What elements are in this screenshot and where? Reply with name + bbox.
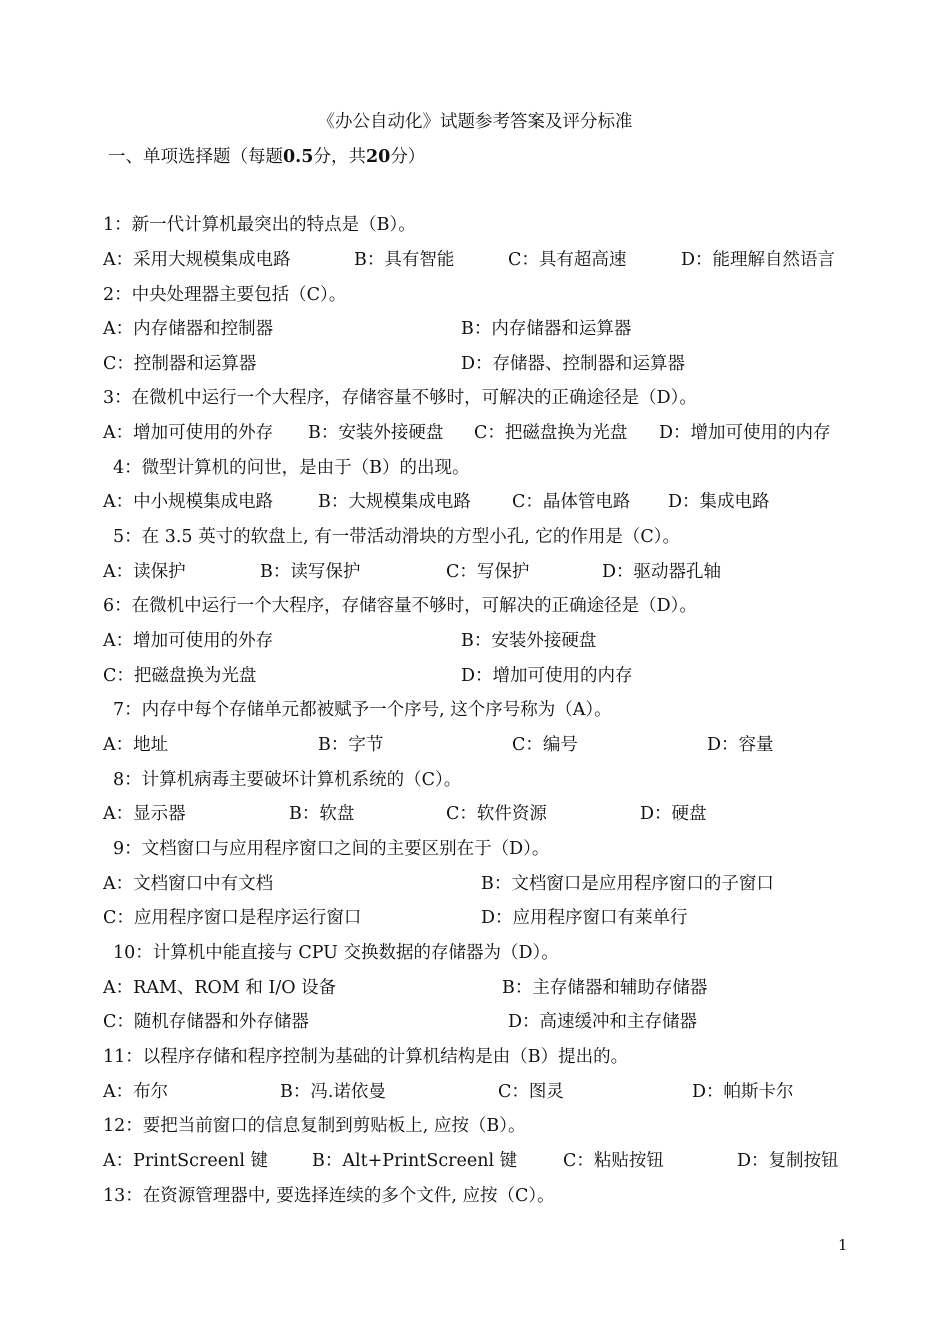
q9-option-d: D：应用程序窗口有莱单行: [481, 908, 688, 928]
question-13: 13：在资源管理器中, 要选择连续的多个文件, 应按（C）。: [103, 1186, 555, 1206]
q10-option-c: C：随机存储器和外存储器: [103, 1012, 309, 1032]
q3-option-c: C：把磁盘换为光盘: [474, 423, 628, 443]
document-title: 《办公自动化》试题参考答案及评分标准: [317, 112, 633, 132]
q5-option-a: A：读保护: [103, 562, 186, 582]
q1-option-b: B：具有智能: [354, 250, 455, 270]
question-6: 6：在微机中运行一个大程序，存储容量不够时，可解决的正确途径是（D）。: [103, 596, 697, 616]
question-12: 12：要把当前窗口的信息复制到剪贴板上, 应按（B）。: [103, 1116, 526, 1136]
question-5: 5：在 3.5 英寸的软盘上, 有一带活动滑块的方型小孔, 它的作用是（C）。: [113, 527, 680, 547]
section-heading: [108, 145, 425, 169]
q4-option-b: B：大规模集成电路: [318, 492, 471, 512]
q11-option-d: D：帕斯卡尔: [692, 1082, 794, 1102]
question-11: 11：以程序存储和程序控制为基础的计算机结构是由（B）提出的。: [103, 1047, 629, 1067]
section-per-score: 0.5: [283, 147, 314, 167]
q1-option-c: C：具有超高速: [508, 250, 627, 270]
q8-option-c: C：软件资源: [446, 804, 547, 824]
q7-option-a: A：地址: [103, 735, 169, 755]
section-mid: 分，共: [313, 147, 366, 167]
question-8: 8：计算机病毒主要破坏计算机系统的（C）。: [113, 770, 462, 790]
q10-option-a: A：RAM、ROM 和 I/O 设备: [103, 978, 337, 998]
q9-option-c: C：应用程序窗口是程序运行窗口: [103, 908, 362, 928]
q6-option-d: D：增加可使用的内存: [461, 666, 633, 686]
page-number: 1: [838, 1236, 848, 1254]
q2-option-c: C：控制器和运算器: [103, 354, 257, 374]
q4-option-c: C：晶体管电路: [512, 492, 631, 512]
q1-option-a: A：采用大规模集成电路: [103, 250, 291, 270]
q2-option-b: B：内存储器和运算器: [461, 319, 632, 339]
q10-option-d: D：高速缓冲和主存储器: [508, 1012, 698, 1032]
q4-option-a: A：中小规模集成电路: [103, 492, 274, 512]
section-prefix: 一、单项选择题（每题: [108, 147, 283, 167]
q9-option-b: B：文档窗口是应用程序窗口的子窗口: [481, 874, 774, 894]
q6-option-c: C：把磁盘换为光盘: [103, 666, 257, 686]
question-7: 7：内存中每个存储单元都被赋予一个序号, 这个序号称为（A）。: [113, 700, 612, 720]
q6-option-b: B：安装外接硬盘: [461, 631, 597, 651]
q7-option-b: B：字节: [318, 735, 384, 755]
q12-option-a: A：PrintScreenl 键: [103, 1151, 268, 1171]
q5-option-d: D：驱动器孔轴: [602, 562, 722, 582]
q8-option-b: B：软盘: [289, 804, 355, 824]
q7-option-c: C：编号: [512, 735, 578, 755]
question-4: 4：微型计算机的问世，是由于（B）的出现。: [113, 458, 470, 478]
q1-option-d: D：能理解自然语言: [681, 250, 836, 270]
q8-option-a: A：显示器: [103, 804, 186, 824]
q3-option-a: A：增加可使用的外存: [103, 423, 274, 443]
q5-option-b: B：读写保护: [260, 562, 361, 582]
q3-option-d: D：增加可使用的内存: [659, 423, 831, 443]
question-10: 10：计算机中能直接与 CPU 交换数据的存储器为（D）。: [113, 943, 559, 963]
q5-option-c: C：写保护: [446, 562, 530, 582]
q11-option-b: B：冯.诺依曼: [280, 1082, 386, 1102]
section-suffix: 分）: [390, 147, 426, 167]
question-2: 2：中央处理器主要包括（C）。: [103, 285, 347, 305]
q12-option-c: C：粘贴按钮: [563, 1151, 664, 1171]
q12-option-d: D：复制按钮: [737, 1151, 839, 1171]
question-1: 1：新一代计算机最突出的特点是（B）。: [103, 215, 416, 235]
question-9: 9：文档窗口与应用程序窗口之间的主要区别在于（D）。: [113, 839, 550, 859]
q2-option-a: A：内存储器和控制器: [103, 319, 274, 339]
q7-option-d: D：容量: [707, 735, 774, 755]
q11-option-c: C：图灵: [498, 1082, 564, 1102]
q8-option-d: D：硬盘: [640, 804, 707, 824]
section-total-score: 20: [365, 147, 391, 167]
q2-option-d: D：存储器、控制器和运算器: [461, 354, 686, 374]
q10-option-b: B：主存储器和辅助存储器: [502, 978, 708, 998]
q11-option-a: A：布尔: [103, 1082, 169, 1102]
q3-option-b: B：安装外接硬盘: [308, 423, 444, 443]
q12-option-b: B：Alt+PrintScreenl 键: [312, 1151, 518, 1171]
question-3: 3：在微机中运行一个大程序，存储容量不够时，可解决的正确途径是（D）。: [103, 388, 697, 408]
q9-option-a: A：文档窗口中有文档: [103, 874, 274, 894]
q6-option-a: A：增加可使用的外存: [103, 631, 274, 651]
q4-option-d: D：集成电路: [668, 492, 770, 512]
